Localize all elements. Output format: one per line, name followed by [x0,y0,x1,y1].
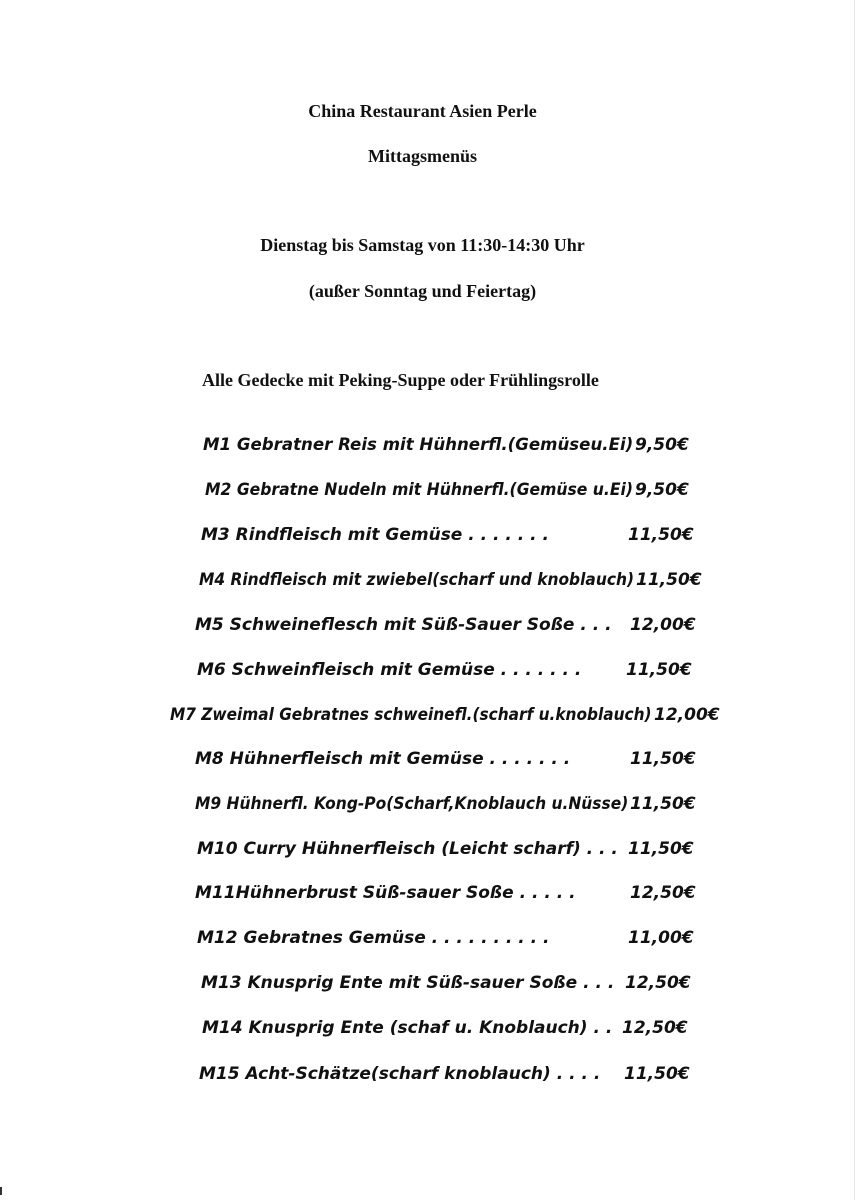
menu-item-price: 11,00€ [628,928,694,948]
menu-item-price: 12,50€ [630,883,696,903]
menu-item-price: 11,50€ [630,749,696,769]
scan-edge-mark [0,1187,2,1195]
menu-item-text: M15 Acht-Schätze(scharf knoblauch) . . . . [199,1064,601,1084]
menu-item-text: M9 Hühnerfl. Kong-Po(Scharf,Knoblauch u.Nüsse) [195,794,629,814]
menu-item-price: 12,50€ [622,1018,688,1038]
menu-item-price: 11,50€ [626,660,692,680]
menu-item-text: M4 Rindfleisch mit zwiebel(scharf und knoblauch) [199,570,635,590]
menu-item-text: M2 Gebratne Nudeln mit Hühnerfl.(Gemüse u.Ei) [205,480,634,500]
menu-subtitle: Mittagsmenüs [368,146,477,166]
restaurant-name: China Restaurant Asien Perle [308,101,537,121]
menu-item-price: 12,00€ [630,615,696,635]
menu-item-price: 11,50€ [630,794,696,814]
menu-item-text: M14 Knusprig Ente (schaf u. Knoblauch) . . [202,1018,613,1038]
menu-item-price: 12,00€ [654,705,720,725]
menu-item-text: M13 Knusprig Ente mit Süß-sauer Soße . . . [201,973,615,993]
menu-item-price: 9,50€ [635,480,689,500]
menu-item-text: M11Hühnerbrust Süß-sauer Soße . . . . . [195,883,576,903]
menu-item-text: M6 Schweinfleisch mit Gemüse . . . . . . . [197,660,582,680]
side-dish-note: Alle Gedecke mit Peking-Suppe oder Frühlingsrolle [202,370,599,390]
menu-item-price: 12,50€ [625,973,691,993]
menu-item-text: M3 Rindfleisch mit Gemüse . . . . . . . [201,525,549,545]
menu-item-text: M7 Zweimal Gebratnes schweinefl.(scharf u.knoblauch) [170,705,652,725]
menu-item-text: M10 Curry Hühnerfleisch (Leicht scharf) . . . [197,839,618,859]
opening-days: Dienstag bis Samstag von 11:30-14:30 Uhr [260,235,585,255]
menu-item-text: M12 Gebratnes Gemüse . . . . . . . . . . [197,928,550,948]
menu-item-text: M1 Gebratner Reis mit Hühnerfl.(Gemüseu.Ei) [203,435,634,455]
menu-item-price: 9,50€ [635,435,689,455]
menu-item-price: 11,50€ [636,570,702,590]
menu-item-text: M5 Schweineflesch mit Süß-Sauer Soße . . . [195,615,612,635]
menu-item-text: M8 Hühnerfleisch mit Gemüse . . . . . . . [195,749,571,769]
exceptions-note: (außer Sonntag und Feiertag) [308,281,537,301]
menu-item-price: 11,50€ [624,1064,690,1084]
menu-item-price: 11,50€ [628,839,694,859]
menu-item-price: 11,50€ [628,525,694,545]
